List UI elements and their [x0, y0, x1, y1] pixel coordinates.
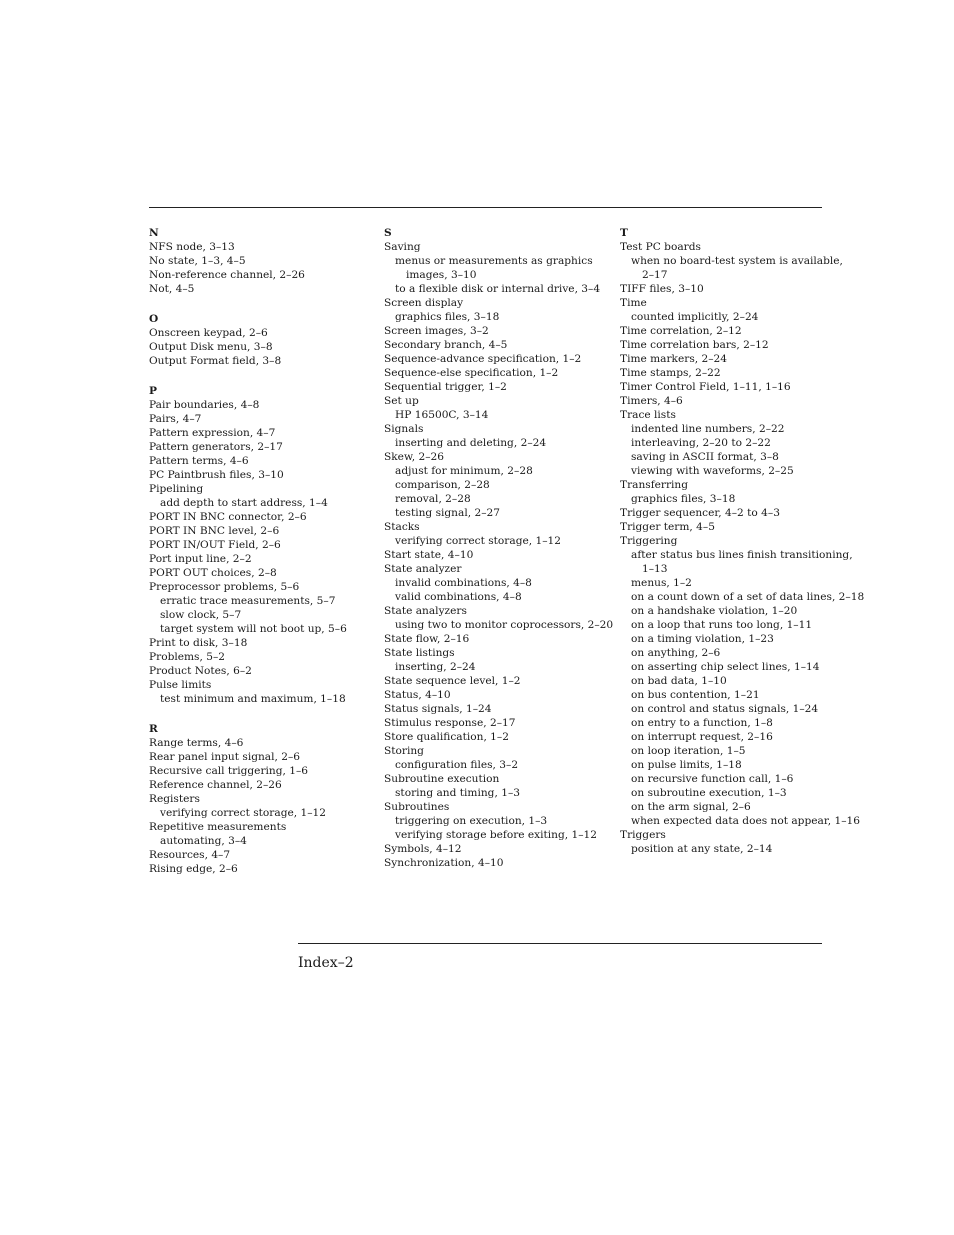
index-entry: Non-reference channel, 2–26	[149, 269, 305, 281]
index-subentry: on pulse limits, 1–18	[631, 759, 742, 771]
index-entry: Onscreen keypad, 2–6	[149, 327, 268, 339]
index-subentry: indented line numbers, 2–22	[631, 423, 785, 435]
index-entry: Status, 4–10	[384, 689, 451, 701]
section-letter: R	[149, 723, 158, 735]
index-entry: Sequential trigger, 1–2	[384, 381, 507, 393]
section-letter: P	[149, 385, 157, 397]
index-subentry: on the arm signal, 2–6	[631, 801, 751, 813]
index-subentry: images, 3–10	[406, 269, 477, 281]
index-entry: Not, 4–5	[149, 283, 195, 295]
index-subentry: graphics files, 3–18	[395, 311, 500, 323]
index-entry: Transferring	[620, 479, 689, 491]
index-entry: Test PC boards	[620, 241, 701, 253]
index-subentry: 2–17	[642, 269, 668, 281]
index-section	[384, 226, 614, 870]
index-subentry: verifying storage before exiting, 1–12	[395, 829, 598, 841]
index-subentry: viewing with waveforms, 2–25	[631, 465, 794, 477]
index-entry: Trigger sequencer, 4–2 to 4–3	[620, 507, 780, 519]
header-rule	[149, 207, 822, 208]
index-subentry: slow clock, 5–7	[160, 609, 242, 621]
index-entry: Secondary branch, 4–5	[384, 339, 508, 351]
index-entry: Resources, 4–7	[149, 849, 231, 861]
index-entry: Stimulus response, 2–17	[384, 717, 516, 729]
index-entry: Time correlation, 2–12	[620, 325, 742, 337]
index-subentry: position at any state, 2–14	[631, 843, 773, 855]
index-column-1	[149, 226, 374, 892]
index-subentry: graphics files, 3–18	[631, 493, 736, 505]
index-entry: Subroutines	[384, 801, 450, 813]
section-letter: O	[149, 313, 159, 325]
index-entry: State sequence level, 1–2	[384, 675, 521, 687]
index-subentry: using two to monitor coprocessors, 2–20	[395, 619, 614, 631]
index-entry: PC Paintbrush files, 3–10	[149, 469, 284, 481]
index-entry: Storing	[384, 745, 424, 757]
index-subentry: to a flexible disk or internal drive, 3–4	[395, 283, 601, 295]
index-entry: Output Disk menu, 3–8	[149, 341, 273, 353]
index-subentry: when no board-test system is available,	[631, 255, 843, 267]
index-subentry: on interrupt request, 2–16	[631, 731, 773, 743]
index-subentry: interleaving, 2–20 to 2–22	[631, 437, 771, 449]
index-entry: Screen display	[384, 297, 464, 309]
index-subentry: verifying correct storage, 1–12	[160, 807, 326, 819]
index-entry: Triggering	[620, 535, 678, 547]
index-entry: Trigger term, 4–5	[620, 521, 715, 533]
index-entry: Store qualification, 1–2	[384, 731, 509, 743]
index-entry: Pairs, 4–7	[149, 413, 202, 425]
index-subentry: configuration files, 3–2	[395, 759, 519, 771]
index-subentry: removal, 2–28	[395, 493, 471, 505]
index-subentry: erratic trace measurements, 5–7	[160, 595, 336, 607]
index-section	[149, 722, 374, 876]
index-subentry: invalid combinations, 4–8	[395, 577, 532, 589]
index-entry: State flow, 2–16	[384, 633, 470, 645]
index-entry: Pulse limits	[149, 679, 212, 691]
page-number: Index–2	[298, 955, 354, 971]
index-entry: Registers	[149, 793, 200, 805]
index-entry: Stacks	[384, 521, 420, 533]
index-subentry: triggering on execution, 1–3	[395, 815, 548, 827]
index-subentry: on recursive function call, 1–6	[631, 773, 794, 785]
index-subentry: valid combinations, 4–8	[395, 591, 522, 603]
index-section	[620, 226, 870, 856]
index-entry: Set up	[384, 395, 419, 407]
section-letter: S	[384, 227, 392, 239]
index-subentry: on anything, 2–6	[631, 647, 721, 659]
index-entry: Start state, 4–10	[384, 549, 474, 561]
index-subentry: inserting and deleting, 2–24	[395, 437, 547, 449]
index-subentry: menus or measurements as graphics	[395, 255, 593, 267]
index-subentry: test minimum and maximum, 1–18	[160, 693, 346, 705]
index-subentry: when expected data does not appear, 1–16	[631, 815, 860, 827]
footer-rule	[298, 943, 822, 944]
index-subentry: after status bus lines finish transitioning,	[631, 549, 853, 561]
index-entry: Saving	[384, 241, 421, 253]
index-entry: Symbols, 4–12	[384, 843, 462, 855]
index-section	[149, 312, 374, 368]
section-letter: T	[620, 227, 628, 239]
index-entry: Synchronization, 4–10	[384, 857, 504, 869]
index-entry: Rear panel input signal, 2–6	[149, 751, 301, 763]
index-entry: Product Notes, 6–2	[149, 665, 252, 677]
index-entry: Pipelining	[149, 483, 204, 495]
index-subentry: on entry to a function, 1–8	[631, 717, 773, 729]
index-subentry: adjust for minimum, 2–28	[395, 465, 533, 477]
index-entry: State analyzers	[384, 605, 467, 617]
index-entry: Reference channel, 2–26	[149, 779, 282, 791]
index-subentry: on asserting chip select lines, 1–14	[631, 661, 820, 673]
index-entry: Pattern expression, 4–7	[149, 427, 276, 439]
index-entry: Status signals, 1–24	[384, 703, 492, 715]
index-subentry: on a loop that runs too long, 1–11	[631, 619, 813, 631]
index-entry: Rising edge, 2–6	[149, 863, 238, 875]
index-entry: Repetitive measurements	[149, 821, 287, 833]
index-subentry: on loop iteration, 1–5	[631, 745, 746, 757]
index-subentry: storing and timing, 1–3	[395, 787, 520, 799]
index-entry: Pair boundaries, 4–8	[149, 399, 260, 411]
index-entry: NFS node, 3–13	[149, 241, 235, 253]
index-subentry: add depth to start address, 1–4	[160, 497, 328, 509]
index-column-2	[384, 226, 614, 886]
index-subentry: HP 16500C, 3–14	[395, 409, 489, 421]
index-entry: Recursive call triggering, 1–6	[149, 765, 309, 777]
index-column-3	[620, 226, 870, 872]
index-subentry: saving in ASCII format, 3–8	[631, 451, 779, 463]
index-entry: Screen images, 3–2	[384, 325, 489, 337]
index-subentry: on a timing violation, 1–23	[631, 633, 774, 645]
index-entry: Time markers, 2–24	[620, 353, 728, 365]
section-letter: N	[149, 227, 159, 239]
index-entry: Subroutine execution	[384, 773, 500, 785]
index-subentry: testing signal, 2–27	[395, 507, 500, 519]
index-entry: Output Format field, 3–8	[149, 355, 282, 367]
index-entry: Trace lists	[620, 409, 676, 421]
index-entry: Timers, 4–6	[620, 395, 683, 407]
index-entry: Range terms, 4–6	[149, 737, 244, 749]
index-entry: Time	[620, 297, 647, 309]
index-subentry: on bad data, 1–10	[631, 675, 727, 687]
index-entry: Signals	[384, 423, 424, 435]
index-subentry: automating, 3–4	[160, 835, 247, 847]
index-subentry: counted implicitly, 2–24	[631, 311, 759, 323]
index-entry: PORT IN BNC connector, 2–6	[149, 511, 307, 523]
index-subentry: on subroutine execution, 1–3	[631, 787, 787, 799]
index-entry: Problems, 5–2	[149, 651, 226, 663]
index-subentry: target system will not boot up, 5–6	[160, 623, 347, 635]
index-entry: No state, 1–3, 4–5	[149, 255, 246, 267]
index-subentry: on a count down of a set of data lines, 2–18	[631, 591, 865, 603]
index-entry: TIFF files, 3–10	[620, 283, 704, 295]
index-entry: PORT IN BNC level, 2–6	[149, 525, 280, 537]
index-entry: PORT OUT choices, 2–8	[149, 567, 277, 579]
index-section	[149, 384, 374, 706]
index-entry: Time correlation bars, 2–12	[620, 339, 769, 351]
index-entry: Timer Control Field, 1–11, 1–16	[620, 381, 791, 393]
index-entry: Print to disk, 3–18	[149, 637, 248, 649]
index-subentry: verifying correct storage, 1–12	[395, 535, 561, 547]
index-subentry: inserting, 2–24	[395, 661, 476, 673]
index-entry: Skew, 2–26	[384, 451, 445, 463]
index-subentry: on bus contention, 1–21	[631, 689, 760, 701]
index-entry: Sequence-advance specification, 1–2	[384, 353, 582, 365]
index-subentry: on a handshake violation, 1–20	[631, 605, 798, 617]
index-subentry: menus, 1–2	[631, 577, 692, 589]
index-entry: Triggers	[620, 829, 666, 841]
index-entry: State listings	[384, 647, 455, 659]
index-entry: Pattern terms, 4–6	[149, 455, 249, 467]
index-entry: Pattern generators, 2–17	[149, 441, 283, 453]
index-subentry: on control and status signals, 1–24	[631, 703, 819, 715]
index-entry: Time stamps, 2–22	[620, 367, 721, 379]
index-entry: PORT IN/OUT Field, 2–6	[149, 539, 281, 551]
index-entry: Sequence-else specification, 1–2	[384, 367, 559, 379]
index-subentry: comparison, 2–28	[395, 479, 490, 491]
index-section	[149, 226, 374, 296]
index-entry: Port input line, 2–2	[149, 553, 252, 565]
index-subentry: 1–13	[642, 563, 668, 575]
index-entry: Preprocessor problems, 5–6	[149, 581, 300, 593]
index-entry: State analyzer	[384, 563, 462, 575]
